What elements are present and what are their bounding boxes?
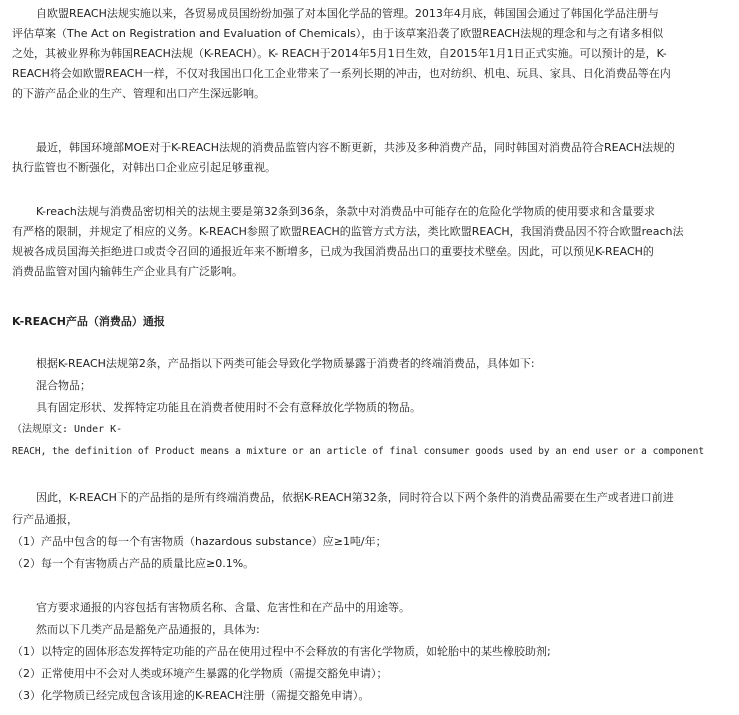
paragraph-1-line-1: 自欧盟REACH法规实施以来，各贸易成员国纷纷加强了对本国化学品的管理。2013年4月底，韩国国会通过了韩国化学品注册与 [36,7,659,20]
paragraph-6-line-2: 然而以下几类产品是豁免产品通报的，具体为: [36,623,260,636]
paragraph-4-line-5: REACH, the definition of Product means a mixture or an article of final consumer goods used by an end user or a component [12,446,705,457]
paragraph-3-line-3: 规被各成员国海关拒绝进口或责令召回的通报近年来不断增多，已成为我国消费品出口的重要技术壁垒。因此，可以预见K-REACH的 [12,245,654,258]
paragraph-1-line-4: REACH将会如欧盟REACH一样，不仅对我国出口化工企业带来了一系列长期的冲击，也对纺织、机电、玩具、家具、日化消费品等在内 [12,67,671,80]
paragraph-5-line-1: 因此，K-REACH下的产品指的是所有终端消费品，依据K-REACH第32条，同时符合以下两个条件的消费品需要在生产或者进口前进 [36,491,674,504]
paragraph-4-line-3: 具有固定形状、发挥特定功能且在消费者使用时不会有意释放化学物质的物品。 [36,401,421,414]
paragraph-4-line-4: （法规原文: Under K- [12,424,123,435]
paragraph-5-line-2: 行产品通报， [12,513,78,526]
paragraph-6-line-3: （1）以特定的固体形态发挥特定功能的产品在使用过程中不会释放的有害化学物质，如轮胎中的某些橡胶助剂; [12,645,551,658]
paragraph-5-line-4: （2）每一个有害物质占产品的质量比应≥0.1%。 [12,557,255,570]
paragraph-1-line-5: 的下游产品企业的生产、管理和出口产生深远影响。 [12,87,265,100]
paragraph-4-line-1: 根据K-REACH法规第2条，产品指以下两类可能会导致化学物质暴露于消费者的终端消费品，具体如下: [36,357,535,370]
paragraph-3-line-2: 有严格的限制，并规定了相应的义务。K-REACH参照了欧盟REACH的监管方式方法，类比欧盟REACH，我国消费品因不符合欧盟reach法 [12,225,684,238]
paragraph-1-line-3: 之处，其被业界称为韩国REACH法规（K-REACH）。K- REACH于2014年5月1日生效，自2015年1月1日正式实施。可以预计的是，K- [12,47,667,60]
paragraph-4-line-2: 混合物品； [36,379,91,392]
paragraph-2-line-2: 执行监管也不断强化，对韩出口企业应引起足够重视。 [12,161,276,174]
paragraph-3-line-1: K-reach法规与消费品密切相关的法规主要是第32条到36条，条款中对消费品中可能存在的危险化学物质的使用要求和含量要求 [36,205,655,218]
section-heading: K-REACH产品（消费品）通报 [12,315,165,328]
paragraph-5-line-3: （1）产品中包含的每一个有害物质（hazardous substance）应≥1吨/年； [12,535,387,548]
paragraph-6-line-1: 官方要求通报的内容包括有害物质名称、含量、危害性和在产品中的用途等。 [36,601,410,614]
paragraph-1-line-2: 评估草案（The Act on Registration and Evaluation of Chemicals），由于该草案沿袭了欧盟REACH法规的理念和与之有诸多相似 [12,27,664,40]
paragraph-3-line-4: 消费品监管对国内输韩生产企业具有广泛影响。 [12,265,243,278]
paragraph-2-line-1: 最近，韩国环境部MOE对于K-REACH法规的消费品监管内容不断更新，共涉及多种消费产品，同时韩国对消费品符合REACH法规的 [36,141,675,154]
paragraph-6-line-4: （2）正常使用中不会对人类或环境产生暴露的化学物质（需提交豁免申请）； [12,667,388,680]
paragraph-6-line-5: （3）化学物质已经完成包含该用途的K-REACH注册（需提交豁免申请）。 [12,689,370,702]
